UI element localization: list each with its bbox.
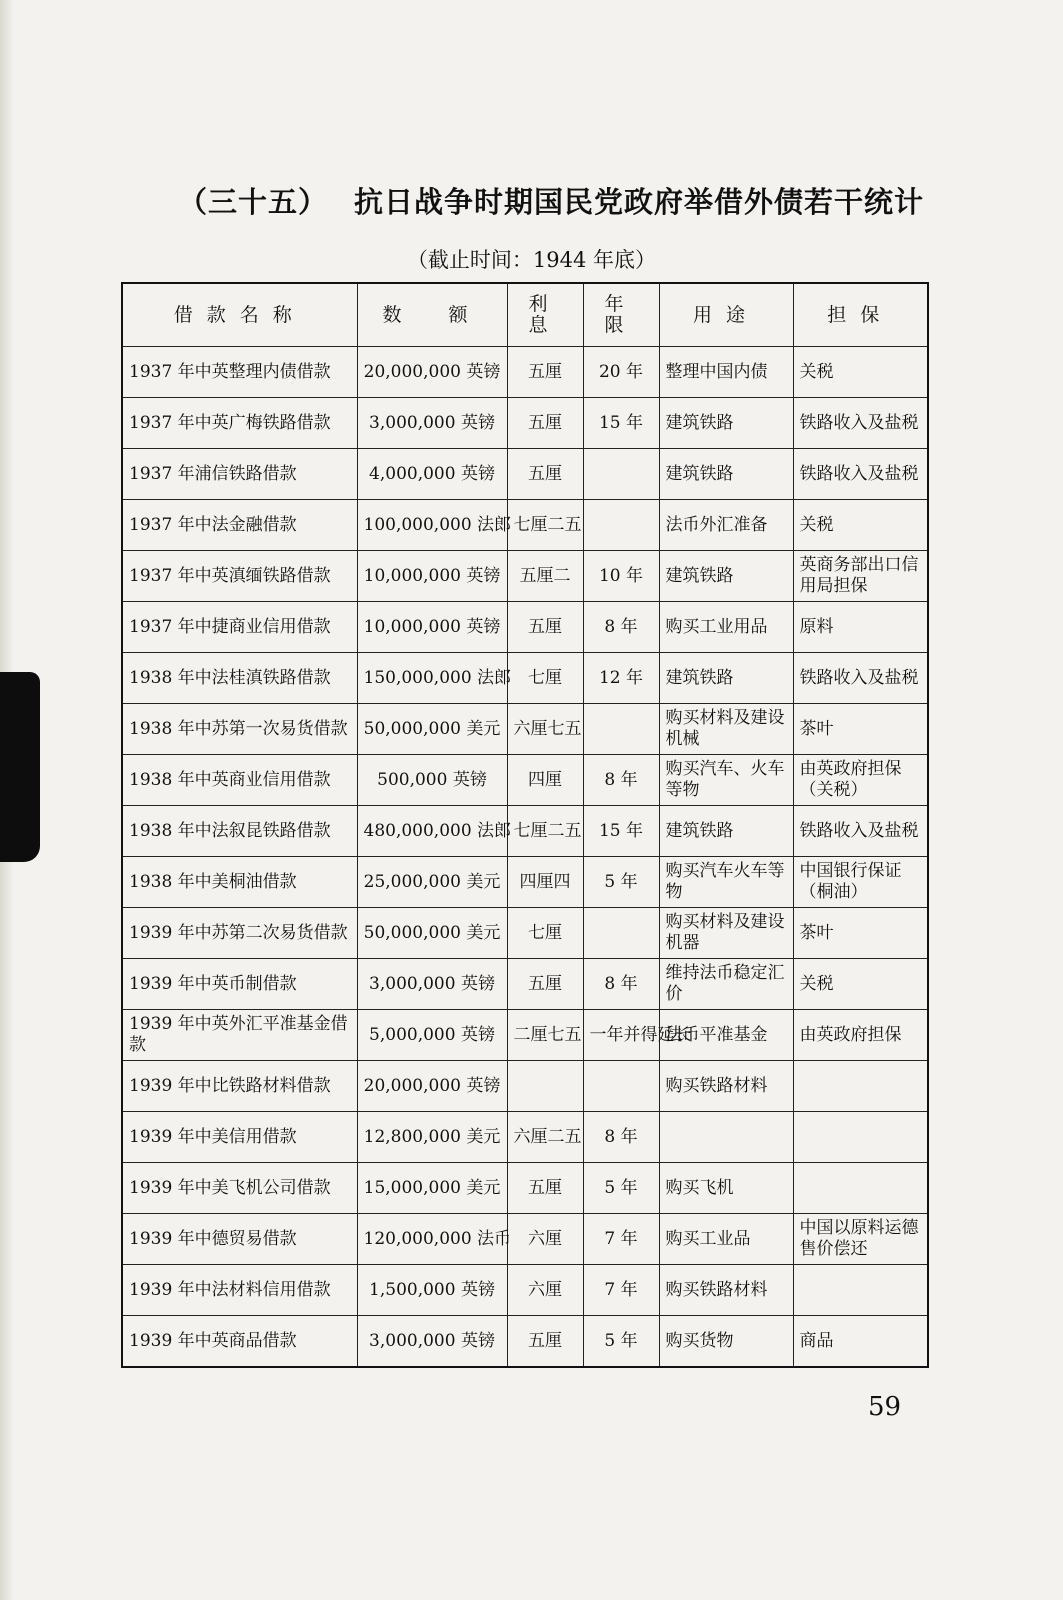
cell-security: 中国银行保证（桐油）: [793, 857, 928, 908]
cell-interest: 五厘: [507, 449, 583, 500]
table-row: [122, 755, 928, 806]
cell-purpose: 建筑铁路: [659, 551, 793, 602]
cell-security: 铁路收入及盐税: [793, 398, 928, 449]
cell-amount: 1,500,000 英镑: [357, 1265, 507, 1316]
cell-interest: 五厘: [507, 959, 583, 1010]
cell-purpose: 整理中国内债: [659, 347, 793, 398]
cell-purpose: 建筑铁路: [659, 449, 793, 500]
cell-term: [583, 1061, 659, 1112]
cell-loan-name: 1937 年中英广梅铁路借款: [122, 398, 357, 449]
cell-interest: 六厘: [507, 1214, 583, 1265]
table-row: [122, 653, 928, 704]
cell-amount: 12,800,000 美元: [357, 1112, 507, 1163]
table-body: [122, 347, 928, 1368]
cell-security: 英商务部出口信用局担保: [793, 551, 928, 602]
cell-term: [583, 500, 659, 551]
cell-term: 7 年: [583, 1265, 659, 1316]
header-interest: 利息: [507, 283, 583, 347]
table-row: [122, 602, 928, 653]
table-row: [122, 908, 928, 959]
cell-term: 15 年: [583, 806, 659, 857]
cell-term: 8 年: [583, 1112, 659, 1163]
cell-security: 铁路收入及盐税: [793, 806, 928, 857]
cell-loan-name: 1937 年中法金融借款: [122, 500, 357, 551]
cell-amount: 480,000,000 法郎: [357, 806, 507, 857]
cell-loan-name: 1939 年中德贸易借款: [122, 1214, 357, 1265]
cell-security: 茶叶: [793, 908, 928, 959]
table-row: [122, 806, 928, 857]
title-text: 抗日战争时期国民党政府举借外债若干统计: [354, 185, 925, 219]
cell-purpose: 建筑铁路: [659, 653, 793, 704]
header-loan-name: 借款名称: [122, 283, 357, 347]
cell-security: 由英政府担保（关税）: [793, 755, 928, 806]
cell-amount: 50,000,000 美元: [357, 908, 507, 959]
cell-interest: 五厘: [507, 1163, 583, 1214]
cell-loan-name: 1938 年中美桐油借款: [122, 857, 357, 908]
cell-term: 10 年: [583, 551, 659, 602]
cell-amount: 25,000,000 美元: [357, 857, 507, 908]
cell-loan-name: 1939 年中英商品借款: [122, 1316, 357, 1368]
cell-interest: 七厘: [507, 653, 583, 704]
table-row: [122, 449, 928, 500]
cell-purpose: [659, 1112, 793, 1163]
cell-security: 关税: [793, 500, 928, 551]
table-row: [122, 857, 928, 908]
cell-interest: 七厘二五: [507, 806, 583, 857]
section-number: （三十五）: [178, 185, 329, 219]
cell-interest: 五厘: [507, 1316, 583, 1368]
cell-term: 5 年: [583, 857, 659, 908]
cell-term: 8 年: [583, 602, 659, 653]
cell-purpose: 维持法币稳定汇价: [659, 959, 793, 1010]
cell-amount: 120,000,000 法币: [357, 1214, 507, 1265]
table-subtitle: （截止时间：1944 年底）: [406, 248, 657, 272]
foreign-loans-table: [121, 282, 929, 1368]
cell-purpose: 购买汽车、火车等物: [659, 755, 793, 806]
cell-term: 12 年: [583, 653, 659, 704]
cell-purpose: 建筑铁路: [659, 806, 793, 857]
table-row: [122, 398, 928, 449]
cell-amount: 3,000,000 英镑: [357, 959, 507, 1010]
cell-interest: 七厘: [507, 908, 583, 959]
cell-purpose: 法币平准基金: [659, 1010, 793, 1061]
table-row: [122, 1214, 928, 1265]
cell-security: [793, 1265, 928, 1316]
cell-term: 8 年: [583, 959, 659, 1010]
cell-term: 15 年: [583, 398, 659, 449]
cell-loan-name: 1938 年中法桂滇铁路借款: [122, 653, 357, 704]
cell-amount: 15,000,000 美元: [357, 1163, 507, 1214]
cell-term: [583, 704, 659, 755]
cell-purpose: 购买材料及建设机器: [659, 908, 793, 959]
binding-shadow: [0, 672, 40, 862]
table-row: [122, 551, 928, 602]
cell-amount: 50,000,000 美元: [357, 704, 507, 755]
cell-loan-name: 1938 年中英商业信用借款: [122, 755, 357, 806]
cell-security: 由英政府担保: [793, 1010, 928, 1061]
table-row: [122, 1061, 928, 1112]
cell-loan-name: 1937 年中捷商业信用借款: [122, 602, 357, 653]
cell-loan-name: 1939 年中英外汇平准基金借款: [122, 1010, 357, 1061]
cell-interest: [507, 1061, 583, 1112]
cell-security: 铁路收入及盐税: [793, 653, 928, 704]
header-purpose: 用途: [659, 283, 793, 347]
table-row: [122, 704, 928, 755]
cell-loan-name: 1939 年中苏第二次易货借款: [122, 908, 357, 959]
cell-security: [793, 1163, 928, 1214]
cell-purpose: 购买货物: [659, 1316, 793, 1368]
cell-purpose: 购买铁路材料: [659, 1061, 793, 1112]
cell-term: [583, 908, 659, 959]
cell-interest: 六厘七五: [507, 704, 583, 755]
cell-term: [583, 449, 659, 500]
cell-security: 关税: [793, 959, 928, 1010]
cell-purpose: 建筑铁路: [659, 398, 793, 449]
cell-amount: 100,000,000 法郎: [357, 500, 507, 551]
cell-interest: 二厘七五: [507, 1010, 583, 1061]
cell-amount: 150,000,000 法郎: [357, 653, 507, 704]
cell-loan-name: 1937 年中英滇缅铁路借款: [122, 551, 357, 602]
cell-security: 商品: [793, 1316, 928, 1368]
table-row: [122, 1163, 928, 1214]
cell-interest: 五厘: [507, 347, 583, 398]
cell-interest: 四厘四: [507, 857, 583, 908]
cell-interest: 六厘: [507, 1265, 583, 1316]
cell-security: 中国以原料运德售价偿还: [793, 1214, 928, 1265]
header-term: 年限: [583, 283, 659, 347]
cell-loan-name: 1939 年中美飞机公司借款: [122, 1163, 357, 1214]
table-title: [178, 180, 925, 221]
cell-term: 5 年: [583, 1316, 659, 1368]
cell-security: 关税: [793, 347, 928, 398]
table-row: [122, 1112, 928, 1163]
cell-loan-name: 1937 年中英整理内债借款: [122, 347, 357, 398]
table-header-row: [122, 283, 928, 347]
cell-interest: 六厘二五: [507, 1112, 583, 1163]
cell-amount: 4,000,000 英镑: [357, 449, 507, 500]
cell-amount: 10,000,000 英镑: [357, 551, 507, 602]
cell-security: 原料: [793, 602, 928, 653]
cell-security: 茶叶: [793, 704, 928, 755]
cell-term: 20 年: [583, 347, 659, 398]
cell-purpose: 法币外汇准备: [659, 500, 793, 551]
cell-interest: 五厘: [507, 398, 583, 449]
cell-purpose: 购买工业品: [659, 1214, 793, 1265]
cell-amount: 5,000,000 英镑: [357, 1010, 507, 1061]
cell-purpose: 购买汽车火车等物: [659, 857, 793, 908]
cell-term: 7 年: [583, 1214, 659, 1265]
table-row: [122, 1265, 928, 1316]
cell-purpose: 购买铁路材料: [659, 1265, 793, 1316]
cell-amount: 500,000 英镑: [357, 755, 507, 806]
cell-purpose: 购买工业用品: [659, 602, 793, 653]
page-number: 59: [868, 1392, 902, 1422]
cell-loan-name: 1937 年浦信铁路借款: [122, 449, 357, 500]
table-row: [122, 347, 928, 398]
cell-purpose: 购买飞机: [659, 1163, 793, 1214]
table-row: [122, 1316, 928, 1368]
cell-interest: 四厘: [507, 755, 583, 806]
cell-security: 铁路收入及盐税: [793, 449, 928, 500]
table-row: [122, 500, 928, 551]
cell-amount: 3,000,000 英镑: [357, 1316, 507, 1368]
cell-loan-name: 1939 年中英币制借款: [122, 959, 357, 1010]
header-security: 担保: [793, 283, 928, 347]
cell-purpose: 购买材料及建设机械: [659, 704, 793, 755]
table-row: [122, 1010, 928, 1061]
cell-loan-name: 1939 年中法材料信用借款: [122, 1265, 357, 1316]
cell-amount: 20,000,000 英镑: [357, 347, 507, 398]
cell-interest: 五厘二: [507, 551, 583, 602]
cell-loan-name: 1938 年中法叙昆铁路借款: [122, 806, 357, 857]
cell-loan-name: 1938 年中苏第一次易货借款: [122, 704, 357, 755]
cell-amount: 20,000,000 英镑: [357, 1061, 507, 1112]
cell-interest: 七厘二五: [507, 500, 583, 551]
cell-interest: 五厘: [507, 602, 583, 653]
cell-term: 8 年: [583, 755, 659, 806]
cell-term: 一年并得延长: [583, 1010, 659, 1061]
cell-term: 5 年: [583, 1163, 659, 1214]
cell-security: [793, 1061, 928, 1112]
cell-loan-name: 1939 年中比铁路材料借款: [122, 1061, 357, 1112]
cell-amount: 3,000,000 英镑: [357, 398, 507, 449]
cell-amount: 10,000,000 英镑: [357, 602, 507, 653]
cell-loan-name: 1939 年中美信用借款: [122, 1112, 357, 1163]
cell-security: [793, 1112, 928, 1163]
header-amount: 数 额: [357, 283, 507, 347]
table-row: [122, 959, 928, 1010]
